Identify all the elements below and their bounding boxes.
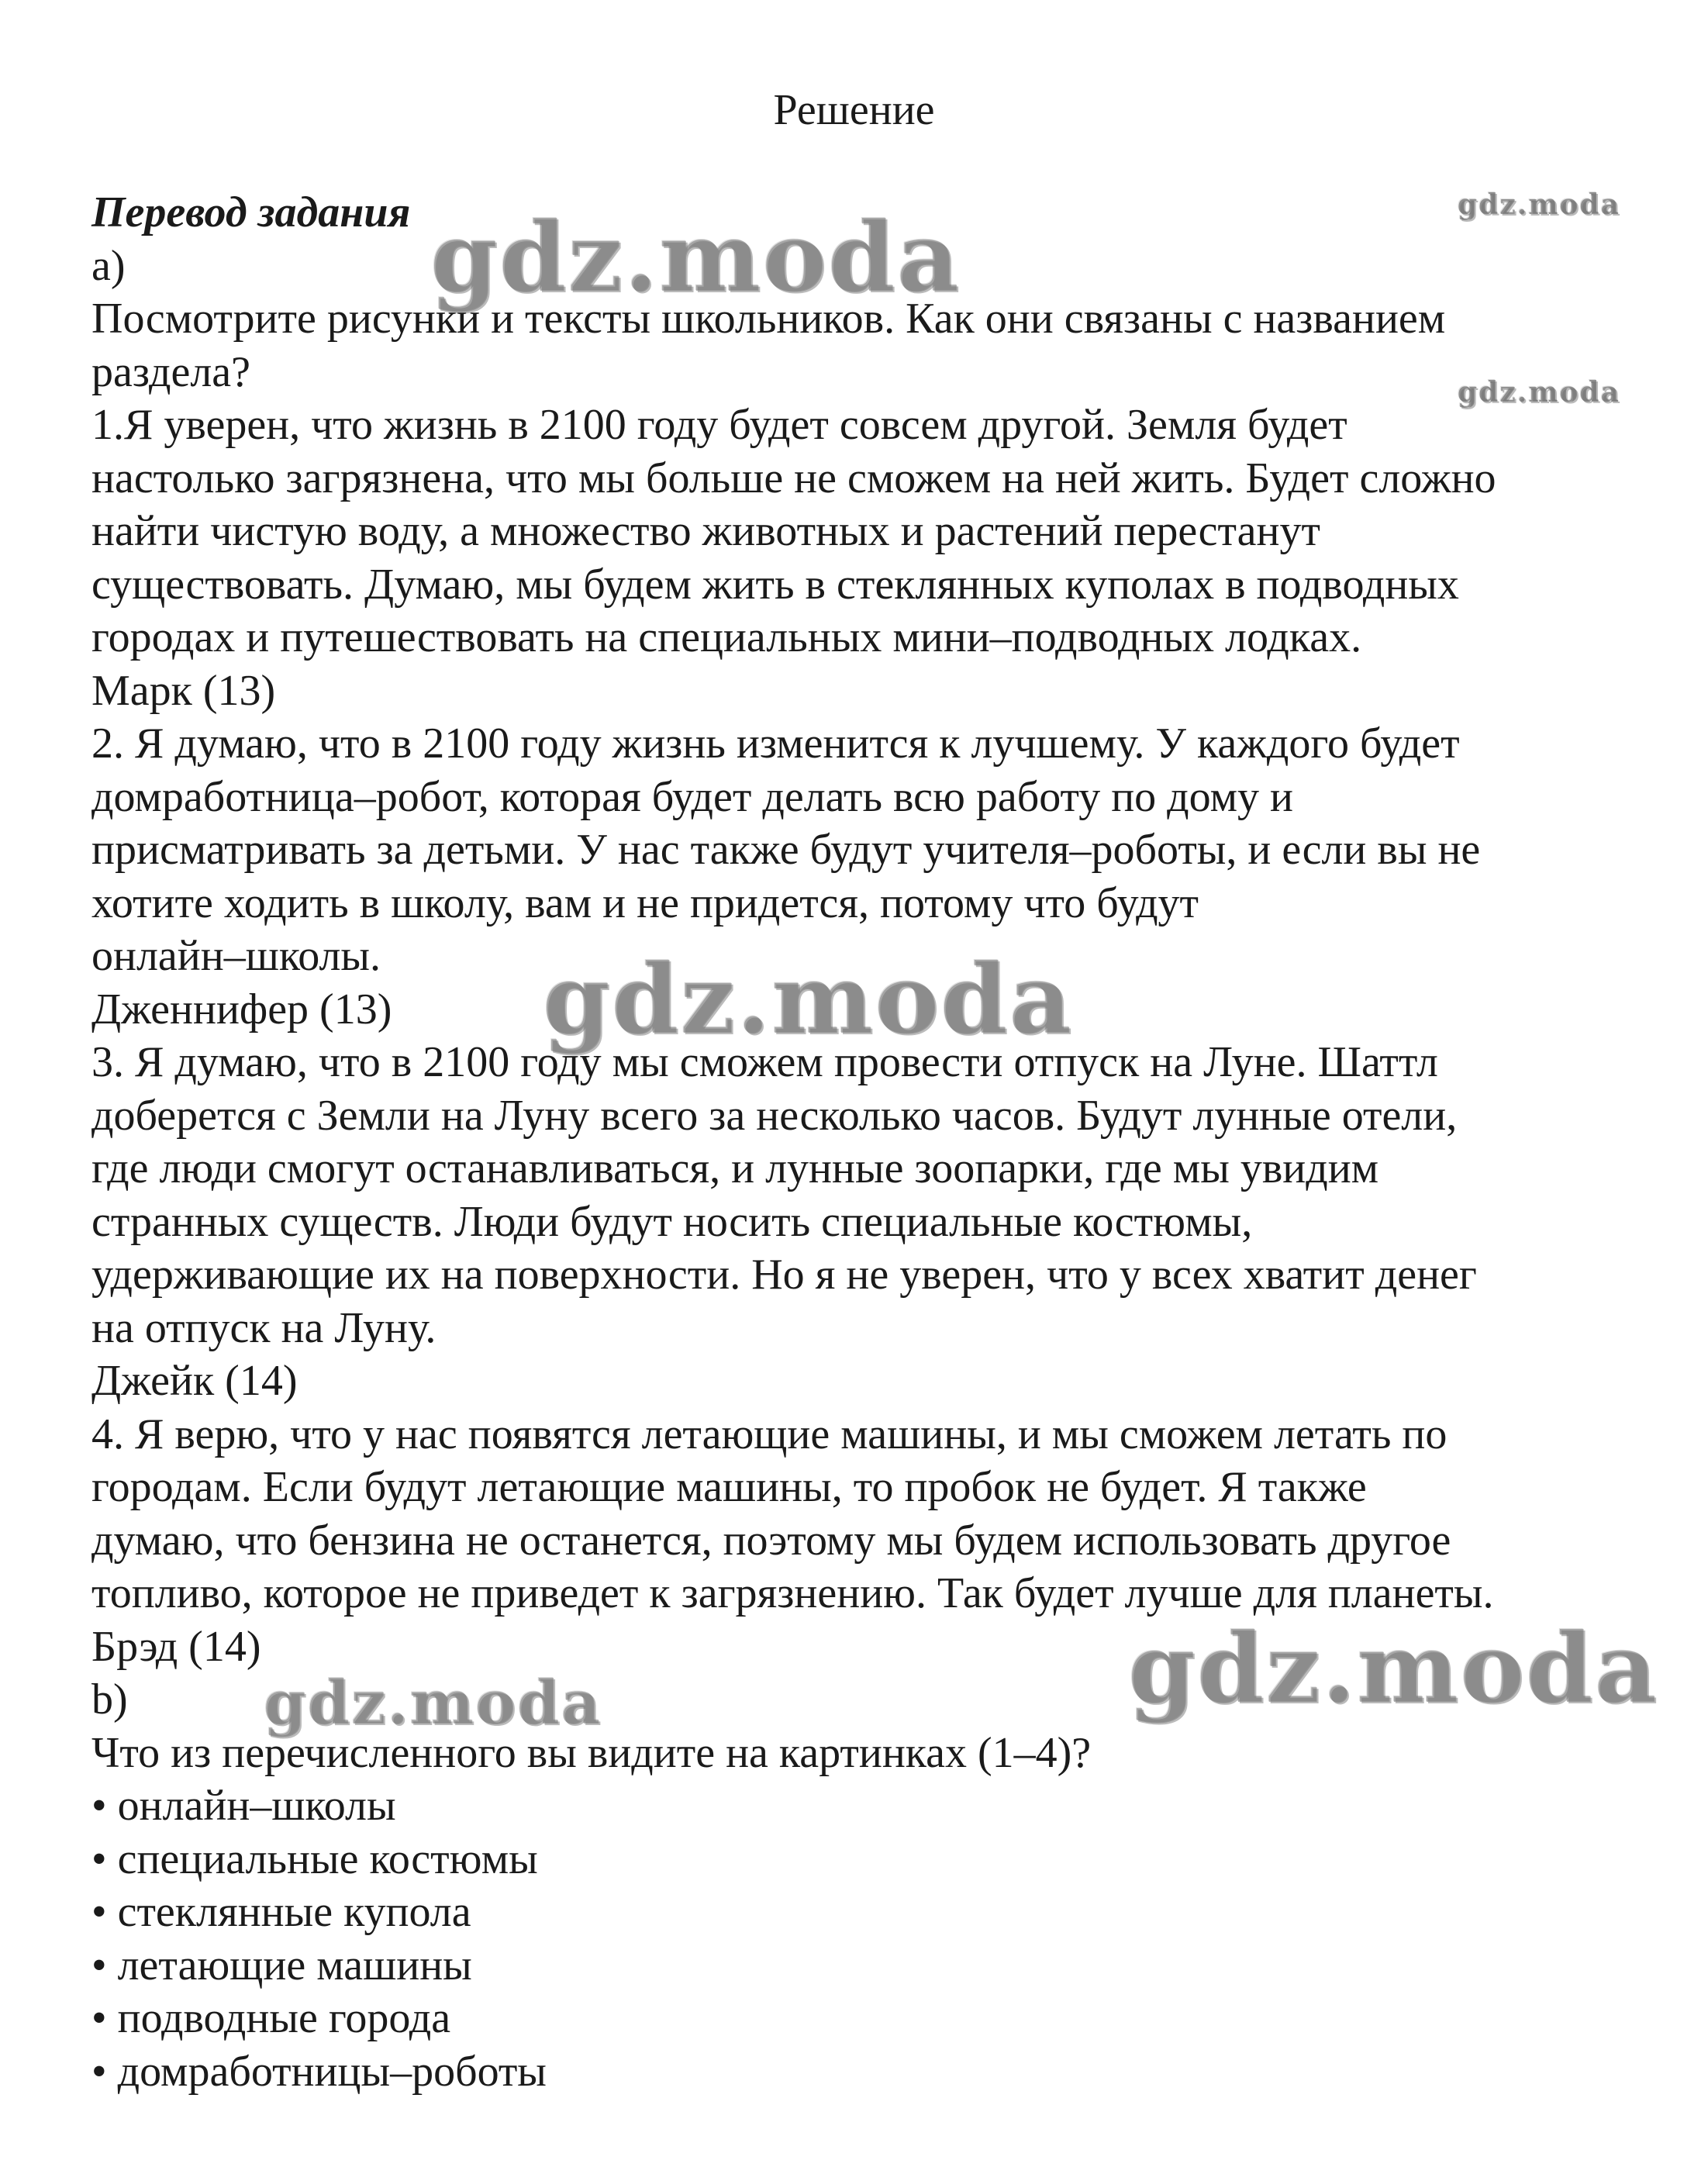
watermark: gdz.moda bbox=[430, 202, 961, 314]
text-line: хотите ходить в школу, вам и не придется, потому что будут bbox=[91, 878, 1199, 927]
watermark: gdz.moda bbox=[1128, 1613, 1658, 1725]
author-line: Марк (13) bbox=[91, 666, 276, 715]
section-heading: Перевод задания bbox=[91, 188, 411, 236]
text-line: странных существ. Люди будут носить специальные костюмы, bbox=[91, 1197, 1253, 1246]
text-line: 1.Я уверен, что жизнь в 2100 году будет совсем другой. Земля будет bbox=[91, 401, 1347, 449]
text-line: городам. Если будут летающие машины, то пробок не будет. Я также bbox=[91, 1463, 1367, 1511]
text-line: думаю, что бензина не останется, поэтому мы будем использовать другое bbox=[91, 1516, 1451, 1565]
text-line: а) bbox=[91, 241, 126, 290]
text-line: присматривать за детьми. У нас также будут учителя–роботы, и если вы не bbox=[91, 826, 1481, 874]
list-item: • подводные города bbox=[91, 1994, 451, 2042]
list-item: • домработницы–роботы bbox=[91, 2047, 547, 2096]
list-item: • стеклянные купола bbox=[91, 1888, 471, 1936]
list-item: • летающие машины bbox=[91, 1941, 472, 1989]
text-line: Посмотрите рисунки и тексты школьников. Как они связаны с названием bbox=[91, 295, 1446, 343]
page-title: Решение bbox=[773, 86, 935, 134]
text-line: городах и путешествовать на специальных мини–подводных лодках. bbox=[91, 613, 1362, 661]
author-line: Брэд (14) bbox=[91, 1622, 261, 1671]
text-line: существовать. Думаю, мы будем жить в стеклянных куполах в подводных bbox=[91, 560, 1459, 609]
author-line: Джейк (14) bbox=[91, 1357, 298, 1405]
list-item: • онлайн–школы bbox=[91, 1782, 396, 1830]
text-line: раздела? bbox=[91, 347, 250, 396]
text-line: на отпуск на Луну. bbox=[91, 1303, 436, 1352]
watermark: gdz.moda bbox=[264, 1668, 602, 1738]
text-line: онлайн–школы. bbox=[91, 932, 381, 980]
text-line: b) bbox=[91, 1675, 128, 1724]
text-line: домработница–робот, которая будет делать всю работу по дому и bbox=[91, 772, 1294, 821]
watermark: gdz.moda bbox=[1458, 376, 1620, 409]
text-line: настолько загрязнена, что мы больше не сможем на ней жить. Будет сложно bbox=[91, 454, 1496, 502]
text-line: удерживающие их на поверхности. Но я не уверен, что у всех хватит денег bbox=[91, 1251, 1477, 1299]
list-item: • специальные костюмы bbox=[91, 1834, 538, 1883]
text-line: где люди смогут останавливаться, и лунные зоопарки, где мы увидим bbox=[91, 1144, 1379, 1192]
document-body bbox=[91, 186, 1634, 2098]
author-line: Дженнифер (13) bbox=[91, 985, 392, 1034]
text-line: топливо, которое не приведет к загрязнению. Так будет лучше для планеты. bbox=[91, 1569, 1494, 1617]
watermark: gdz.moda bbox=[543, 944, 1073, 1056]
text-line: найти чистую воду, а множество животных и растений перестанут bbox=[91, 507, 1320, 555]
text-line: Что из перечисленного вы видите на картинках (1–4)? bbox=[91, 1728, 1092, 1777]
text-line: 2. Я думаю, что в 2100 году жизнь изменится к лучшему. У каждого будет bbox=[91, 719, 1460, 768]
text-line: доберется с Земли на Луну всего за несколько часов. Будут лунные отели, bbox=[91, 1091, 1458, 1140]
watermark: gdz.moda bbox=[1458, 188, 1620, 221]
text-line: 4. Я верю, что у нас появятся летающие машины, и мы сможем летать по bbox=[91, 1410, 1447, 1458]
text-line: 3. Я думаю, что в 2100 году мы сможем провести отпуск на Луне. Шаттл bbox=[91, 1038, 1438, 1086]
